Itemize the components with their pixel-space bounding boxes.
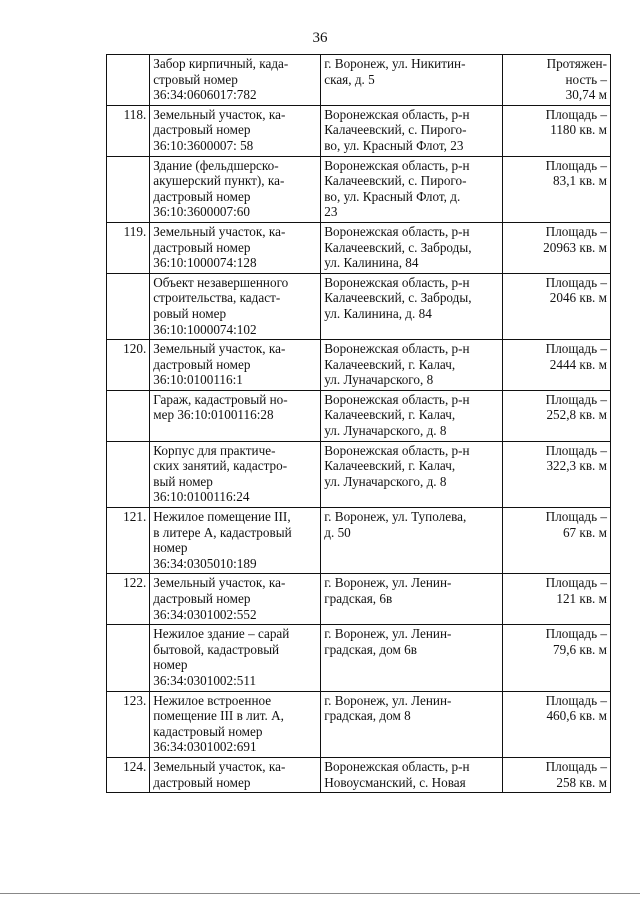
object-name-cell-line: дастровый номер (153, 591, 251, 606)
row-number-cell: 123. (107, 691, 150, 757)
table-row (107, 273, 611, 339)
object-name-cell (150, 574, 321, 625)
address-cell-line: Воронежская область, р-н (324, 274, 470, 290)
area-cell (503, 691, 611, 757)
table-row (107, 441, 611, 507)
object-name-cell-line: дастровый номер (153, 188, 251, 204)
object-name-cell-line: дастровый номер (153, 122, 251, 138)
object-name-cell-line: Корпус для практиче- (153, 442, 276, 458)
address-cell-line: во, ул. Красный Флот, 23 (324, 137, 464, 153)
area-cell (503, 105, 611, 156)
object-name-cell-line: 36:34:0301002:552 (153, 606, 257, 622)
object-name-cell-line: ровый номер (153, 305, 227, 321)
area-cell-line: 322,3 кв. м (546, 458, 607, 474)
address-cell (321, 574, 503, 625)
object-name-cell-line: Нежилое здание – сарай (153, 626, 290, 642)
address-cell-line: Воронежская область, р-н (324, 223, 470, 239)
address-cell-line: ская, д. 5 (324, 71, 375, 87)
row-number-cell: 120. (107, 340, 150, 391)
address-cell-line: г. Воронеж, ул. Ленин- (324, 626, 452, 642)
address-cell-line: г. Воронеж, ул. Туполева, (324, 509, 467, 525)
object-name-cell-line: ских занятий, кадастро- (153, 458, 288, 474)
area-cell-line: Площадь – (545, 391, 607, 407)
area-cell (503, 508, 611, 574)
object-name-cell (150, 340, 321, 391)
area-cell-line: ность – (565, 71, 607, 87)
object-name-cell (150, 508, 321, 574)
area-cell-line: Площадь – (545, 274, 607, 290)
object-name-cell (150, 441, 321, 507)
address-cell-line: г. Воронеж, ул. Ленин- (324, 692, 452, 708)
area-cell-line: Площадь – (545, 157, 607, 173)
address-cell-line: Воронежская область, р-н (324, 106, 470, 122)
area-cell (503, 625, 611, 691)
area-cell (503, 222, 611, 273)
object-name-cell-line: вый номер (153, 473, 213, 489)
address-cell-line: градская, 6в (324, 591, 393, 606)
address-cell-line: г. Воронеж, ул. Никитин- (324, 56, 466, 71)
area-cell-line: 1180 кв. м (550, 122, 607, 138)
object-name-cell-line: строительства, кадаст- (153, 290, 281, 306)
address-cell-line: ул. Луначарского, д. 8 (324, 423, 447, 439)
row-number-cell: 119. (107, 222, 150, 273)
table-row (107, 340, 611, 391)
area-cell (503, 156, 611, 222)
area-cell-line: Площадь – (545, 106, 607, 122)
area-cell-line: Площадь – (545, 509, 607, 525)
object-name-cell-line: 36:34:0301002:511 (153, 672, 257, 688)
object-name-cell-line: номер (153, 540, 188, 556)
row-number-cell (107, 390, 150, 441)
object-name-cell (150, 273, 321, 339)
area-cell-line: 2444 кв. м (549, 356, 607, 372)
area-cell-line: 30,74 м (565, 87, 607, 103)
row-number-cell: 121. (107, 508, 150, 574)
object-name-cell (150, 55, 321, 106)
address-cell-line: Калачеевский, с. Заброды, (324, 239, 472, 255)
object-name-cell (150, 691, 321, 757)
property-table-body (107, 55, 611, 793)
object-name-cell (150, 757, 321, 792)
address-cell-line: Калачеевский, с. Пирого- (324, 122, 467, 138)
address-cell-line: ул. Луначарского, д. 8 (324, 473, 447, 489)
object-name-cell-line: акушерский пункт), ка- (153, 173, 285, 189)
address-cell-line: 23 (324, 204, 338, 220)
area-cell-line: Площадь – (545, 575, 607, 591)
object-name-cell (150, 625, 321, 691)
object-name-cell-line: Гараж, кадастровый но- (153, 391, 288, 407)
area-cell-line: Площадь – (545, 341, 607, 357)
address-cell-line: Воронежская область, р-н (324, 157, 470, 173)
object-name-cell-line: 36:34:0301002:691 (153, 739, 257, 755)
address-cell-line: Калачеевский, с. Пирого- (324, 173, 467, 189)
table-row (107, 222, 611, 273)
object-name-cell-line: Земельный участок, ка- (153, 223, 286, 239)
table-row (107, 156, 611, 222)
object-name-cell-line: мер 36:10:0100116:28 (153, 407, 274, 423)
object-name-cell-line: 36:10:1000074:102 (153, 321, 257, 337)
area-cell-line: Площадь – (545, 692, 607, 708)
bottom-rule (0, 893, 640, 894)
row-number-cell (107, 156, 150, 222)
area-cell-line: Площадь – (545, 758, 607, 774)
object-name-cell-line: Земельный участок, ка- (153, 106, 286, 122)
object-name-cell-line: 36:34:0305010:189 (153, 555, 257, 571)
address-cell (321, 757, 503, 792)
object-name-cell-line: Нежилое помещение III, (153, 509, 291, 525)
table-row (107, 508, 611, 574)
address-cell-line: ул. Калинина, 84 (324, 255, 419, 271)
area-cell-line: 67 кв. м (562, 524, 607, 540)
area-cell (503, 757, 611, 792)
row-number-cell (107, 55, 150, 106)
object-name-cell-line: дастровый номер (153, 239, 251, 255)
area-cell (503, 574, 611, 625)
object-name-cell-line: дастровый номер (153, 356, 251, 372)
object-name-cell-line: 36:10:3600007:60 (153, 204, 250, 220)
address-cell-line: градская, дом 6в (324, 641, 417, 657)
object-name-cell (150, 390, 321, 441)
address-cell-line: Воронежская область, р-н (324, 341, 470, 357)
row-number-cell: 122. (107, 574, 150, 625)
address-cell-line: градская, дом 8 (324, 708, 411, 724)
object-name-cell-line: 36:10:1000074:128 (153, 255, 257, 271)
object-name-cell-line: кадастровый номер (153, 723, 263, 739)
object-name-cell-line: 36:10:3600007: 58 (153, 137, 254, 153)
area-cell (503, 390, 611, 441)
address-cell (321, 691, 503, 757)
object-name-cell-line: Объект незавершенного (153, 274, 289, 290)
address-cell-line: г. Воронеж, ул. Ленин- (324, 575, 452, 591)
area-cell-line: 20963 кв. м (543, 239, 607, 255)
area-cell-line: 83,1 кв. м (553, 173, 607, 189)
address-cell (321, 390, 503, 441)
area-cell-line: 460,6 кв. м (546, 708, 607, 724)
area-cell (503, 55, 611, 106)
address-cell (321, 625, 503, 691)
table-row (107, 757, 611, 792)
address-cell-line: д. 50 (324, 524, 351, 540)
address-cell-line: Калачеевский, г. Калач, (324, 407, 456, 423)
address-cell-line: Воронежская область, р-н (324, 391, 470, 407)
area-cell-line: 2046 кв. м (549, 290, 607, 306)
address-cell-line: Калачеевский, г. Калач, (324, 458, 456, 474)
table-row (107, 55, 611, 106)
area-cell (503, 340, 611, 391)
area-cell-line: Площадь – (545, 223, 607, 239)
object-name-cell (150, 105, 321, 156)
object-name-cell-line: Земельный участок, ка- (153, 758, 286, 774)
address-cell-line: во, ул. Красный Флот, д. (324, 188, 461, 204)
address-cell (321, 222, 503, 273)
object-name-cell-line: Здание (фельдшерско- (153, 157, 279, 173)
object-name-cell-line: в литере А, кадастровый (153, 524, 292, 540)
area-cell-line: Протяжен- (546, 56, 607, 71)
address-cell (321, 156, 503, 222)
row-number-cell: 118. (107, 105, 150, 156)
object-name-cell (150, 222, 321, 273)
area-cell (503, 273, 611, 339)
address-cell (321, 55, 503, 106)
object-name-cell-line: бытовой, кадастровый (153, 641, 280, 657)
property-table (106, 54, 611, 793)
object-name-cell-line: Забор кирпичный, када- (153, 56, 289, 71)
area-cell-line: 79,6 кв. м (553, 641, 607, 657)
address-cell-line: ул. Луначарского, 8 (324, 372, 434, 388)
address-cell (321, 105, 503, 156)
row-number-cell (107, 273, 150, 339)
area-cell-line: Площадь – (545, 626, 607, 642)
object-name-cell-line: Земельный участок, ка- (153, 341, 286, 357)
object-name-cell-line: Земельный участок, ка- (153, 575, 286, 591)
object-name-cell-line: 36:10:0100116:1 (153, 372, 243, 388)
object-name-cell-line: номер (153, 657, 188, 673)
area-cell-line: Площадь – (545, 442, 607, 458)
row-number-cell (107, 625, 150, 691)
address-cell (321, 340, 503, 391)
address-cell-line: Новоусманский, с. Новая (324, 774, 466, 790)
address-cell-line: Калачеевский, г. Калач, (324, 356, 456, 372)
object-name-cell-line: 36:10:0100116:24 (153, 489, 250, 505)
area-cell-line: 252,8 кв. м (546, 407, 607, 423)
address-cell-line: ул. Калинина, д. 84 (324, 305, 432, 321)
area-cell-line: 121 кв. м (556, 591, 607, 606)
area-cell (503, 441, 611, 507)
object-name-cell-line: дастровый номер (153, 774, 251, 790)
table-row (107, 625, 611, 691)
table-row (107, 574, 611, 625)
address-cell-line: Калачеевский, с. Заброды, (324, 290, 472, 306)
table-row (107, 691, 611, 757)
row-number-cell: 124. (107, 757, 150, 792)
table-row (107, 390, 611, 441)
object-name-cell-line: помещение III в лит. А, (153, 708, 284, 724)
object-name-cell-line: Нежилое встроенное (153, 692, 272, 708)
object-name-cell (150, 156, 321, 222)
object-name-cell-line: стровый номер (153, 71, 238, 87)
address-cell-line: Воронежская область, р-н (324, 758, 470, 774)
address-cell-line: Воронежская область, р-н (324, 442, 470, 458)
object-name-cell-line: 36:34:0606017:782 (153, 87, 257, 103)
area-cell-line: 258 кв. м (556, 774, 607, 790)
page-number: 36 (312, 30, 328, 46)
address-cell (321, 441, 503, 507)
address-cell (321, 508, 503, 574)
address-cell (321, 273, 503, 339)
table-row (107, 105, 611, 156)
row-number-cell (107, 441, 150, 507)
